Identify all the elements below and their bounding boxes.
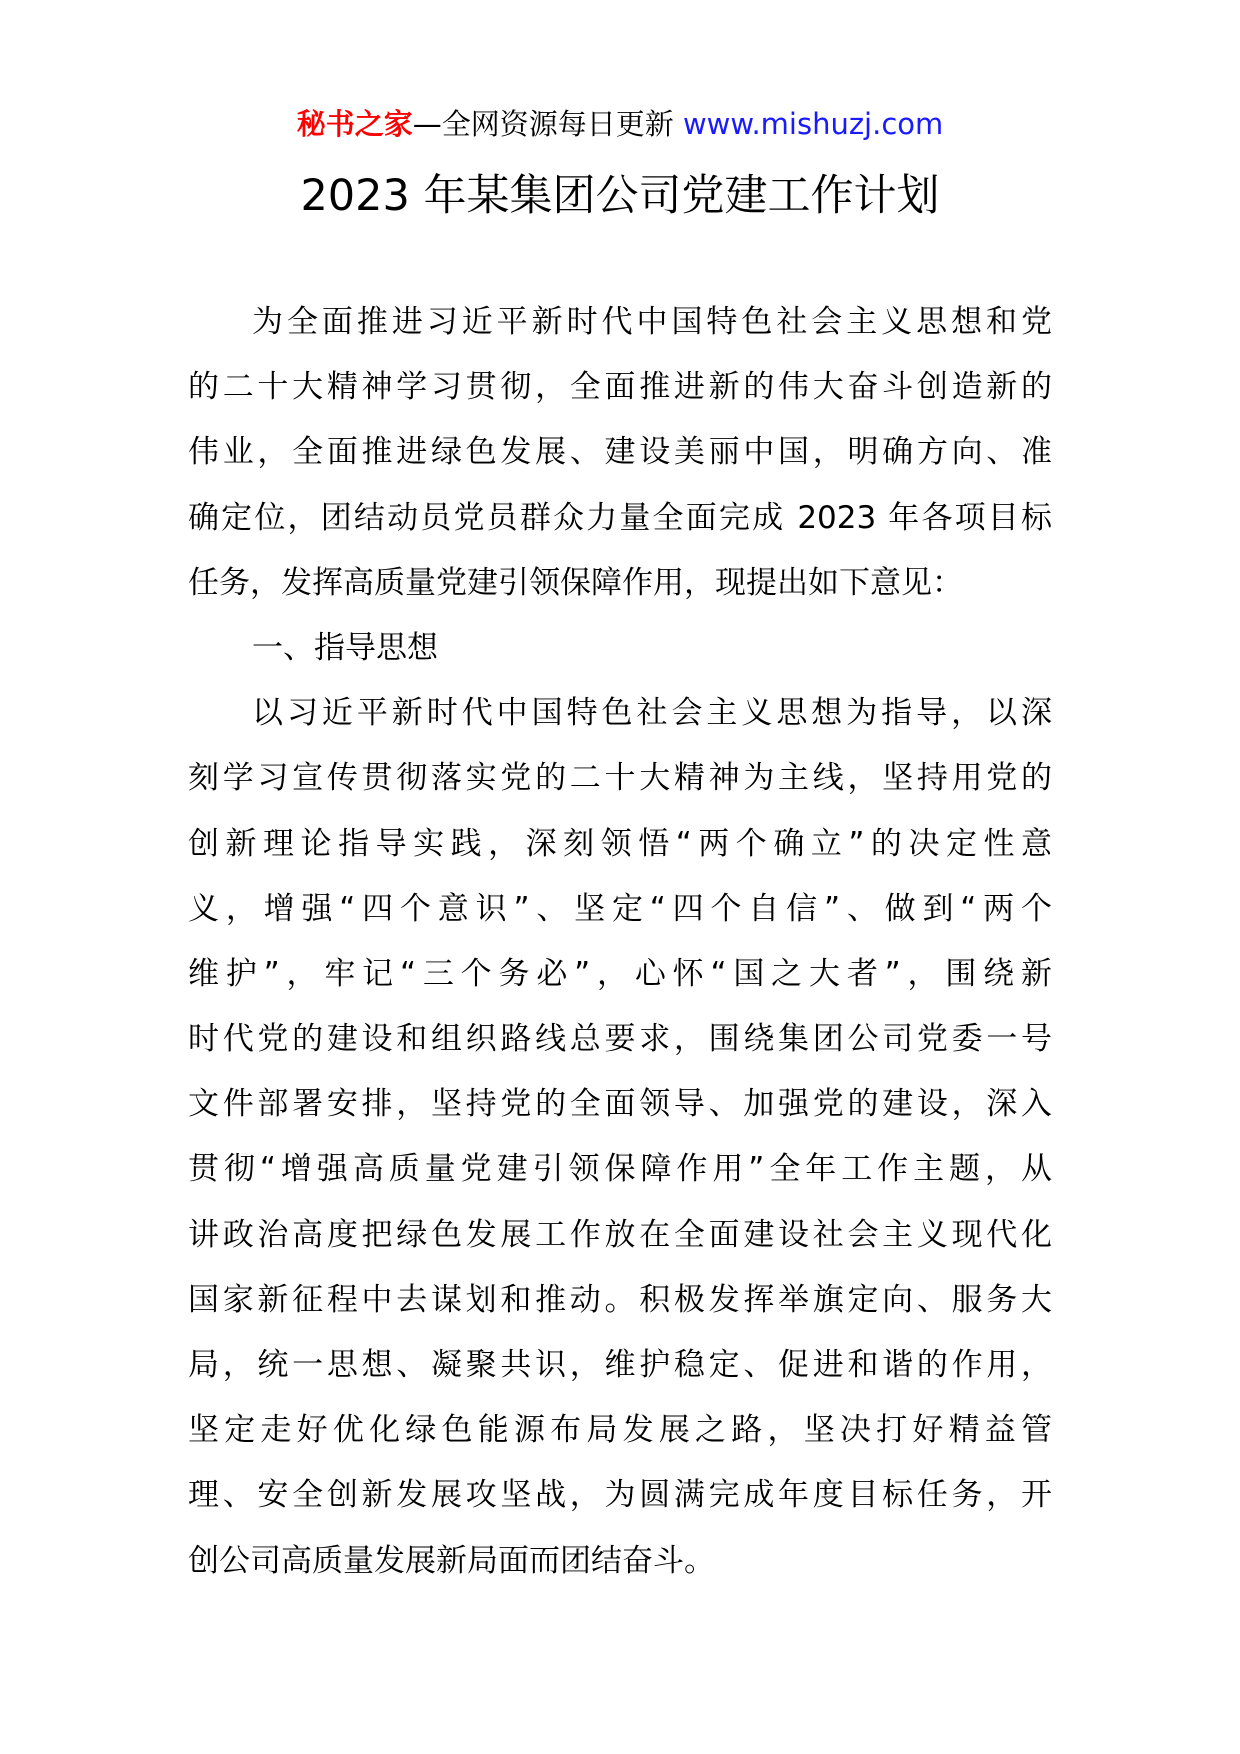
paragraph-line: 局，统一思想、凝聚共识，维护稳定、促进和谐的作用， — [188, 1347, 1052, 1383]
paragraph-line: 维护”，牢记“三个务必”，心怀“国之大者”，围绕新 — [188, 955, 1052, 992]
paragraph-line: 讲政治高度把绿色发展工作放在全面建设社会主义现代化 — [188, 1216, 1052, 1253]
paragraph-line: 理、安全创新发展攻坚战，为圆满完成年度目标任务，开 — [188, 1477, 1052, 1514]
site-url[interactable]: www.mishuzj.com — [682, 107, 944, 141]
paragraph-line: 时代党的建设和组织路线总要求，围绕集团公司党委一号 — [188, 1021, 1052, 1058]
paragraph-line: 贯彻“增强高质量党建引领保障作用”全年工作主题，从 — [188, 1151, 1052, 1188]
site-slogan: —全网资源每日更新 — [412, 107, 683, 141]
paragraph-line: 刻学习宣传贯彻落实党的二十大精神为主线，坚持用党的 — [188, 760, 1052, 797]
intro-paragraph — [188, 290, 1052, 616]
paragraph-line: 创新理论指导实践，深刻领悟“两个确立”的决定性意 — [188, 825, 1052, 862]
guiding-ideology-paragraph — [188, 681, 1052, 1594]
site-brand: 秘书之家 — [296, 107, 413, 141]
paragraph-line: 创公司高质量发展新局面而团结奋斗。 — [188, 1542, 715, 1579]
document-title: 2023 年某集团公司党建工作计划 — [300, 171, 940, 221]
paragraph-line: 伟业，全面推进绿色发展、建设美丽中国，明确方向、准 — [188, 434, 1052, 471]
site-header — [0, 100, 1240, 148]
paragraph-line: 为全面推进习近平新时代中国特色社会主义思想和党 — [252, 304, 1052, 340]
paragraph-line: 确定位，团结动员党员群众力量全面完成 2023 年各项目标 — [188, 499, 1052, 536]
paragraph-line: 义，增强“四个意识”、坚定“四个自信”、做到“两个 — [188, 890, 1052, 927]
paragraph-line: 的二十大精神学习贯彻，全面推进新的伟大奋斗创造新的 — [188, 369, 1052, 406]
paragraph-line: 国家新征程中去谋划和推动。积极发挥举旗定向、服务大 — [188, 1281, 1052, 1318]
section-heading: 一、指导思想 — [252, 629, 438, 666]
paragraph-line: 坚定走好优化绿色能源布局发展之路，坚决打好精益管 — [188, 1412, 1052, 1449]
paragraph-line: 文件部署安排，坚持党的全面领导、加强党的建设，深入 — [188, 1086, 1052, 1123]
paragraph-line: 任务，发挥高质量党建引领保障作用，现提出如下意见： — [188, 564, 963, 601]
document-body — [188, 290, 1052, 1594]
paragraph-line: 以习近平新时代中国特色社会主义思想为指导，以深 — [252, 695, 1052, 732]
